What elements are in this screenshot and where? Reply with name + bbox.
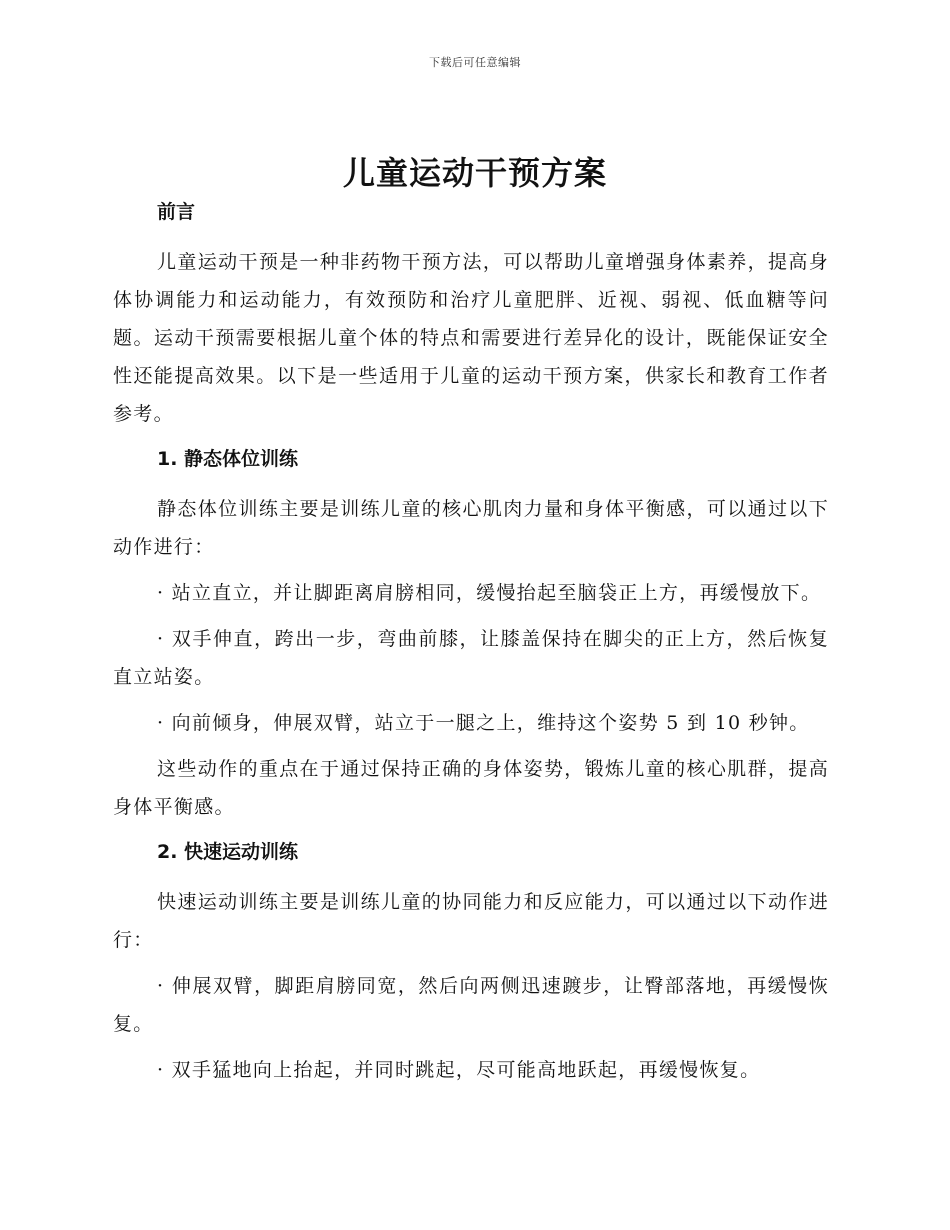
section-intro-paragraph: 静态体位训练主要是训练儿童的核心肌肉力量和身体平衡感，可以通过以下动作进行： xyxy=(113,498,829,558)
section-heading-fast-training: 2. 快速运动训练 xyxy=(157,841,299,863)
document-title: 儿童运动干预方案 xyxy=(342,154,607,192)
section-intro-paragraph: 快速运动训练主要是训练儿童的协同能力和反应能力，可以通过以下动作进行： xyxy=(113,891,829,951)
bullet-item: · 双手伸直，跨出一步，弯曲前膝，让膝盖保持在脚尖的正上方，然后恢复直立站姿。 xyxy=(113,628,829,688)
bullet-item: · 向前倾身，伸展双臂，站立于一腿之上，维持这个姿势 5 到 10 秒钟。 xyxy=(157,712,810,734)
preface-heading: 前言 xyxy=(157,201,196,223)
section-heading-static-training: 1. 静态体位训练 xyxy=(157,448,299,470)
bullet-item: · 站立直立，并让脚距离肩膀相同，缓慢抬起至脑袋正上方，再缓慢放下。 xyxy=(157,582,822,604)
header-note: 下载后可任意编辑 xyxy=(429,56,521,69)
bullet-item: · 伸展双臂，脚距肩膀同宽，然后向两侧迅速踱步，让臀部落地，再缓慢恢复。 xyxy=(113,975,829,1035)
document-body xyxy=(113,198,829,1097)
bullet-item: · 双手猛地向上抬起，并同时跳起，尽可能高地跃起，再缓慢恢复。 xyxy=(157,1059,761,1081)
preface-paragraph: 儿童运动干预是一种非药物干预方法，可以帮助儿童增强身体素养，提高身体协调能力和运动能力，有效预防和治疗儿童肥胖、近视、弱视、低血糖等问题。运动干预需要根据儿童个体的特点和需要进行差异化的设计，既能保证安全性还能提高效果。以下是一些适用于儿童的运动干预方案，供家长和教育工作者参考。 xyxy=(113,251,829,425)
section-summary-paragraph: 这些动作的重点在于通过保持正确的身体姿势，锻炼儿童的核心肌群，提高身体平衡感。 xyxy=(113,758,829,818)
